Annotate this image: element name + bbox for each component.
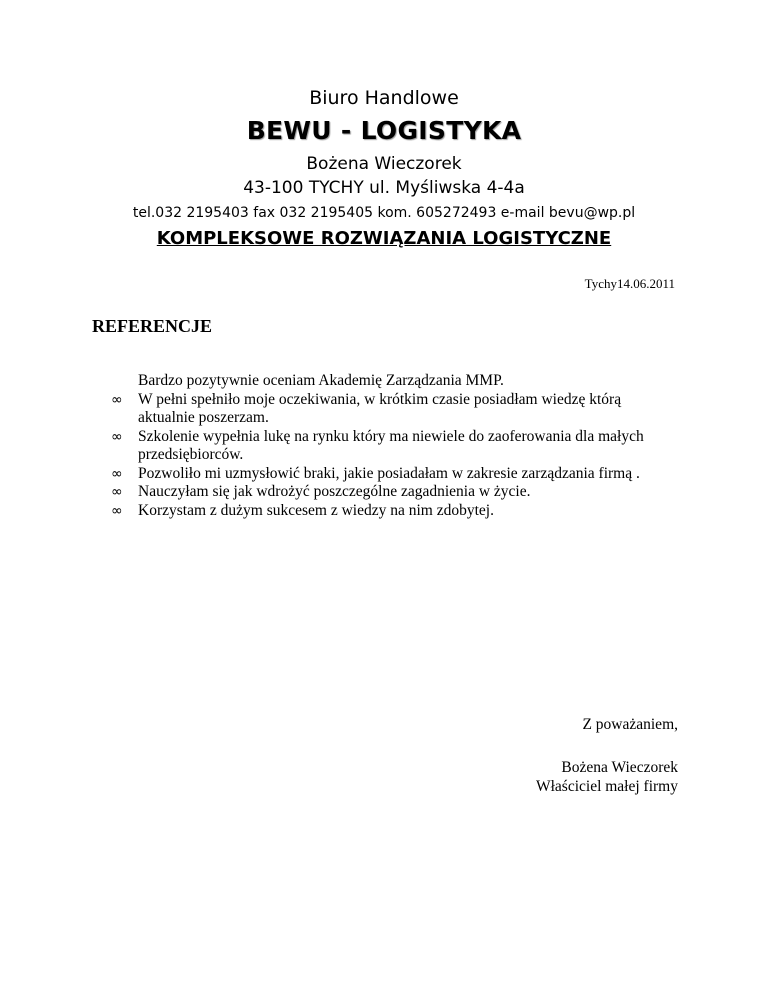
letterhead-address: 43-100 TYCHY ul. Myśliwska 4-4a bbox=[243, 178, 525, 198]
infinity-icon: ∞ bbox=[111, 502, 123, 519]
list-item bbox=[111, 483, 678, 502]
list-item-text: Korzystam z dużym sukcesem z wiedzy na nim zdobytej. bbox=[138, 501, 494, 519]
letterhead-slogan: KOMPLEKSOWE ROZWIĄZANIA LOGISTYCZNE bbox=[156, 228, 612, 249]
body-intro: Bardzo pozytywnie oceniam Akademię Zarządzania MMP. bbox=[138, 372, 504, 389]
list-item-text: Nauczyłam się jak wdrożyć poszczególne zagadnienia w życie. bbox=[138, 483, 531, 500]
letterhead-person: Bożena Wieczorek bbox=[306, 154, 462, 174]
letter-body bbox=[111, 372, 678, 520]
signature-title: Właściciel małej firmy bbox=[535, 777, 678, 795]
list-item-text: Szkolenie wypełnia lukę na rynku który ma niewiele do zaoferowania dla małych przedsiębiorców. bbox=[138, 427, 644, 463]
company-name: BEWU - LOGISTYKA bbox=[246, 116, 522, 145]
infinity-icon: ∞ bbox=[111, 391, 123, 408]
signature-block bbox=[536, 759, 678, 796]
signature-name: Bożena Wieczorek bbox=[561, 759, 678, 776]
list-item bbox=[111, 390, 678, 428]
infinity-icon: ∞ bbox=[111, 465, 123, 482]
list-item bbox=[111, 501, 678, 521]
list-item bbox=[111, 427, 678, 465]
list-item bbox=[111, 464, 678, 484]
list-item-text: Pozwoliło mi uzmysłowić braki, jakie posiadałam w zakresie zarządzania firmą . bbox=[138, 464, 640, 482]
bullet-list bbox=[111, 390, 678, 521]
document-heading: REFERENCJE bbox=[92, 316, 213, 336]
letterhead bbox=[0, 84, 768, 252]
closing-salutation: Z poważaniem, bbox=[582, 716, 678, 733]
letterhead-subtitle: Biuro Handlowe bbox=[309, 87, 459, 109]
letterhead-contact: tel.032 2195403 fax 032 2195405 kom. 605272493 e-mail bevu@wp.pl bbox=[132, 205, 636, 221]
document-date: Tychy14.06.2011 bbox=[584, 276, 675, 291]
list-item-text: W pełni spełniło moje oczekiwania, w krótkim czasie posiadłam wiedzę którą aktualnie poszerzam. bbox=[138, 390, 622, 426]
infinity-icon: ∞ bbox=[111, 428, 123, 445]
infinity-icon: ∞ bbox=[111, 484, 123, 500]
